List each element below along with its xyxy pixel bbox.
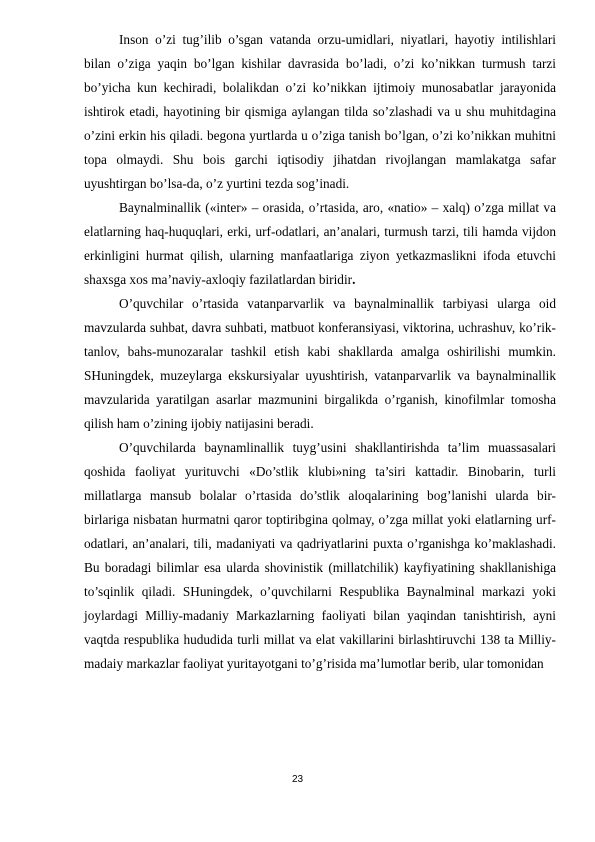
body-text bbox=[84, 28, 556, 676]
paragraph-1-text: Inson o’zi tug’ilib o’sgan vatanda orzu-umidlari, niyatlari, hayotiy intilishlari bilan o’ziga yaqin bo’lgan kishilar davrasida bo’ladi, o’zi ko’nikkan turmush tarzi bo’yicha kun kechiradi, bolalikdan o’zi ko’nikkan ijtimoiy munosabatlar jarayonida ishtirok etadi, hayotining bir qismiga aylangan tilda so’zlashadi va u shu muhitdagina o’zini erkin his qiladi. begona yurtlarda u o’ziga tanish bo’lgan, o’zi ko’nikkan muhitni topa olmaydi. Shu bois garchi iqtisodiy jihatdan rivojlangan mamlakatga safar uyushtirgan bo’lsa-da, o’z yurtini tezda sog’inadi. bbox=[84, 32, 556, 191]
paragraph-2 bbox=[84, 196, 556, 292]
paragraph-1 bbox=[84, 28, 556, 196]
paragraph-4-text: O’quvchilarda baynamlinallik tuyg’usini shakllantirishda ta’lim muassasalari qoshida faoliyat yurituvchi «Do’stlik klubi»ning ta’siri kattadir. Binobarin, turli millatlarga mansub bolalar o’rtasida do’stlik aloqalarining bog’lanishi ularda bir-birlariga nisbatan hurmatni qaror toptiribgina qolmay, o’zga millat yoki elatlarning urf-odatlari, an’analari, tili, madaniyati va qadriyatlarini puxta o’rganishga ko’maklashadi. Bu boradagi bilimlar esa ularda shovinistik (millatchilik) kayfiyatining shakllanishiga to’sqinlik qiladi. SHuningdek, o’quvchilarni Respublika Baynalminal markazi yoki joylardagi Milliy-madaniy Markazlarning faoliyati bilan yaqindan tanishtirish, ayni vaqtda respublika hududida turli millat va elat vakillarini birlashtiruvchi 138 ta Milliy-madaiy markazlar faoliyat yuritayotgani to’g’risida ma’lumotlar berib, ular tomonidan bbox=[84, 440, 556, 671]
paragraph-3 bbox=[84, 292, 556, 436]
paragraph-2-final-period: . bbox=[352, 272, 356, 287]
paragraph-4 bbox=[84, 436, 556, 676]
paragraph-2-text: Baynalminallik («inter» – orasida, o’rtasida, aro, «natio» – xalq) o’zga millat va elatlarning haq-huquqlari, erki, urf-odatlari, an’analari, turmush tarzi, tili hamda vijdon erkinligini hurmat qilish, ularning manfaatlariga ziyon yetkazmaslikni ifoda etuvchi shaxsga xos ma’naviy-axloqiy fazilatlardan biridir bbox=[84, 200, 556, 287]
paragraph-3-text: O’quvchilar o’rtasida vatanparvarlik va baynalminallik tarbiyasi ularga oid mavzularda suhbat, davra suhbati, matbuot konferansiyasi, viktorina, uchrashuv, ko’rik-tanlov, bahs-munozaralar tashkil etish kabi shakllarda amalga oshirilishi mumkin. SHuningdek, muzeylarga ekskursiyalar uyushtirish, vatanparvarlik va baynalminallik mavzularida yaratilgan asarlar mazmunini birgalikda o’rganish, kinofilmlar tomosha qilish ham o’zining ijobiy natijasini beradi. bbox=[84, 296, 556, 431]
page-number: 23 bbox=[291, 774, 304, 785]
